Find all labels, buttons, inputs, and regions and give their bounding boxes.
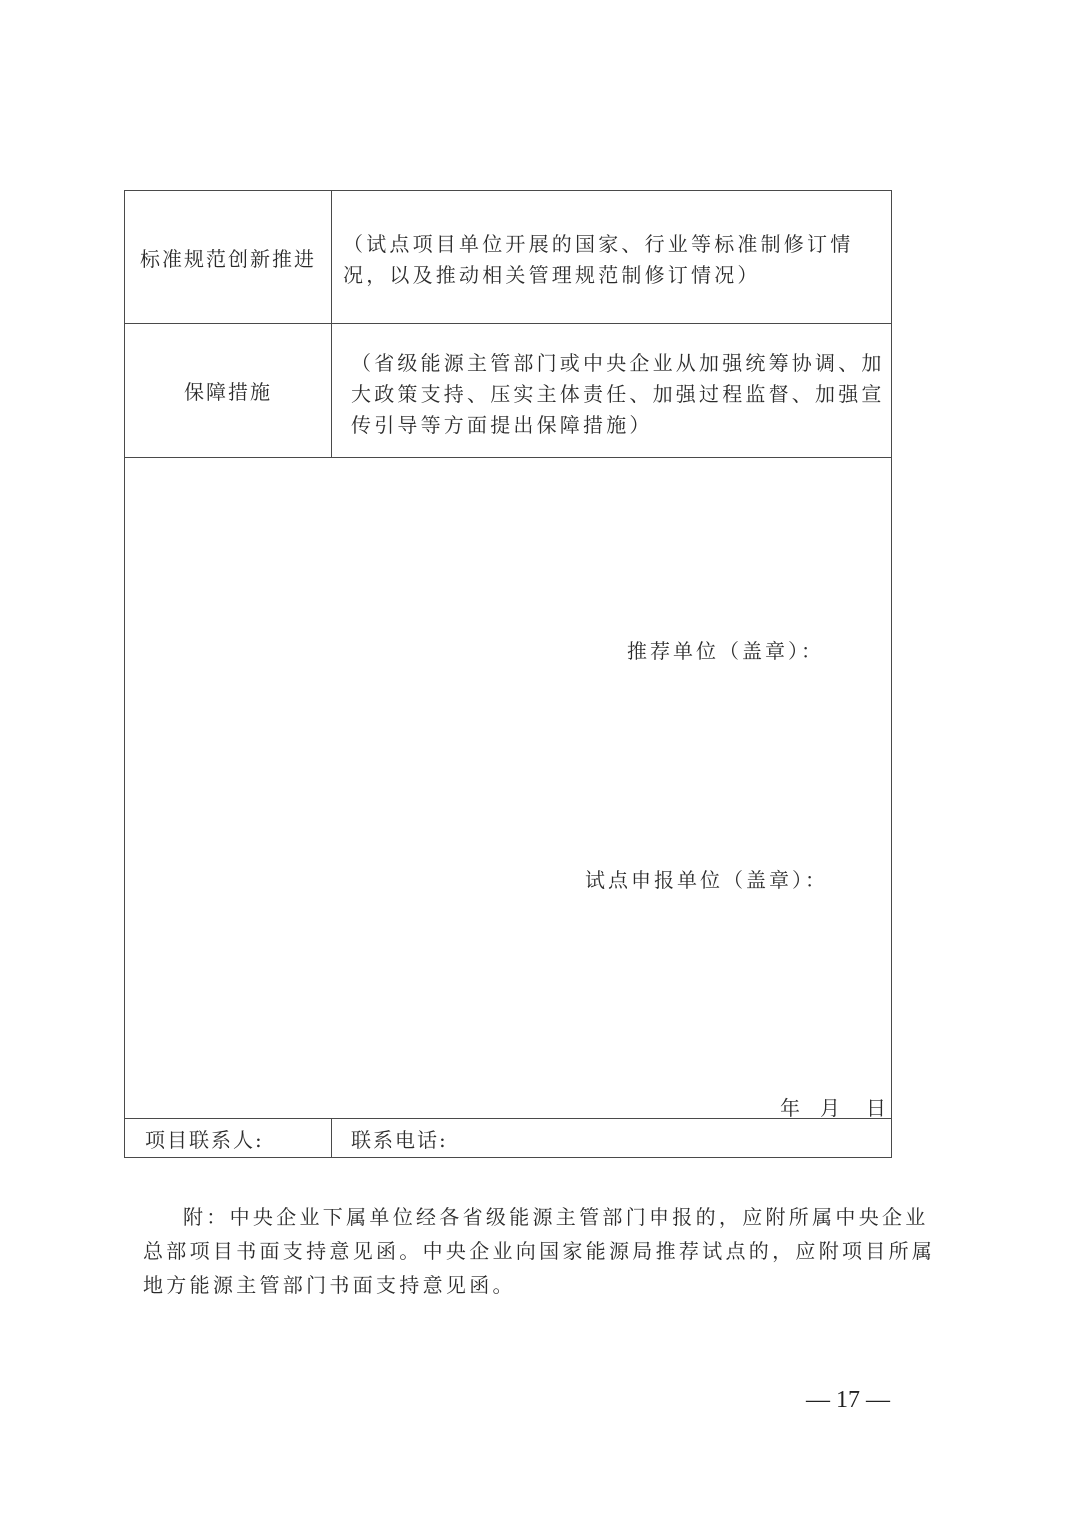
date-month: 月 (820, 1096, 840, 1120)
column-divider (331, 191, 332, 457)
row-content-standards[interactable]: （试点项目单位开展的国家、行业等标准制修订情况，以及推动相关管理规范制修订情况） (343, 232, 854, 287)
row-content-safeguards[interactable]: （省级能源主管部门或中央企业从加强统筹协调、加大政策支持、压实主体责任、加强过程监督、加强宣传引导等方面提出保障措施） (351, 351, 885, 437)
row-label-standards: 标准规范创新推进 (140, 246, 316, 271)
application-form-table (124, 190, 892, 1158)
recommender-seal-label: 推荐单位（盖章）： (627, 639, 824, 663)
applicant-seal-label: 试点申报单位（盖章）： (585, 868, 828, 892)
contact-phone-field[interactable]: 联系电话: (351, 1128, 448, 1152)
row-divider (125, 457, 891, 458)
attachment-note: 附：中央企业下属单位经各省级能源主管部门申报的，应附所属中央企业总部项目书面支持意见函。中央企业向国家能源局推荐试点的，应附项目所属地方能源主管部门书面支持意见函。 (143, 1205, 936, 1297)
page-number: — 17 — (806, 1387, 890, 1413)
column-divider (331, 1118, 332, 1158)
date-year: 年 (780, 1096, 800, 1120)
row-label-safeguards: 保障措施 (184, 380, 272, 404)
date-day: 日 (866, 1096, 886, 1120)
signature-date[interactable] (780, 1092, 886, 1121)
contact-person-field[interactable]: 项目联系人: (145, 1128, 264, 1152)
